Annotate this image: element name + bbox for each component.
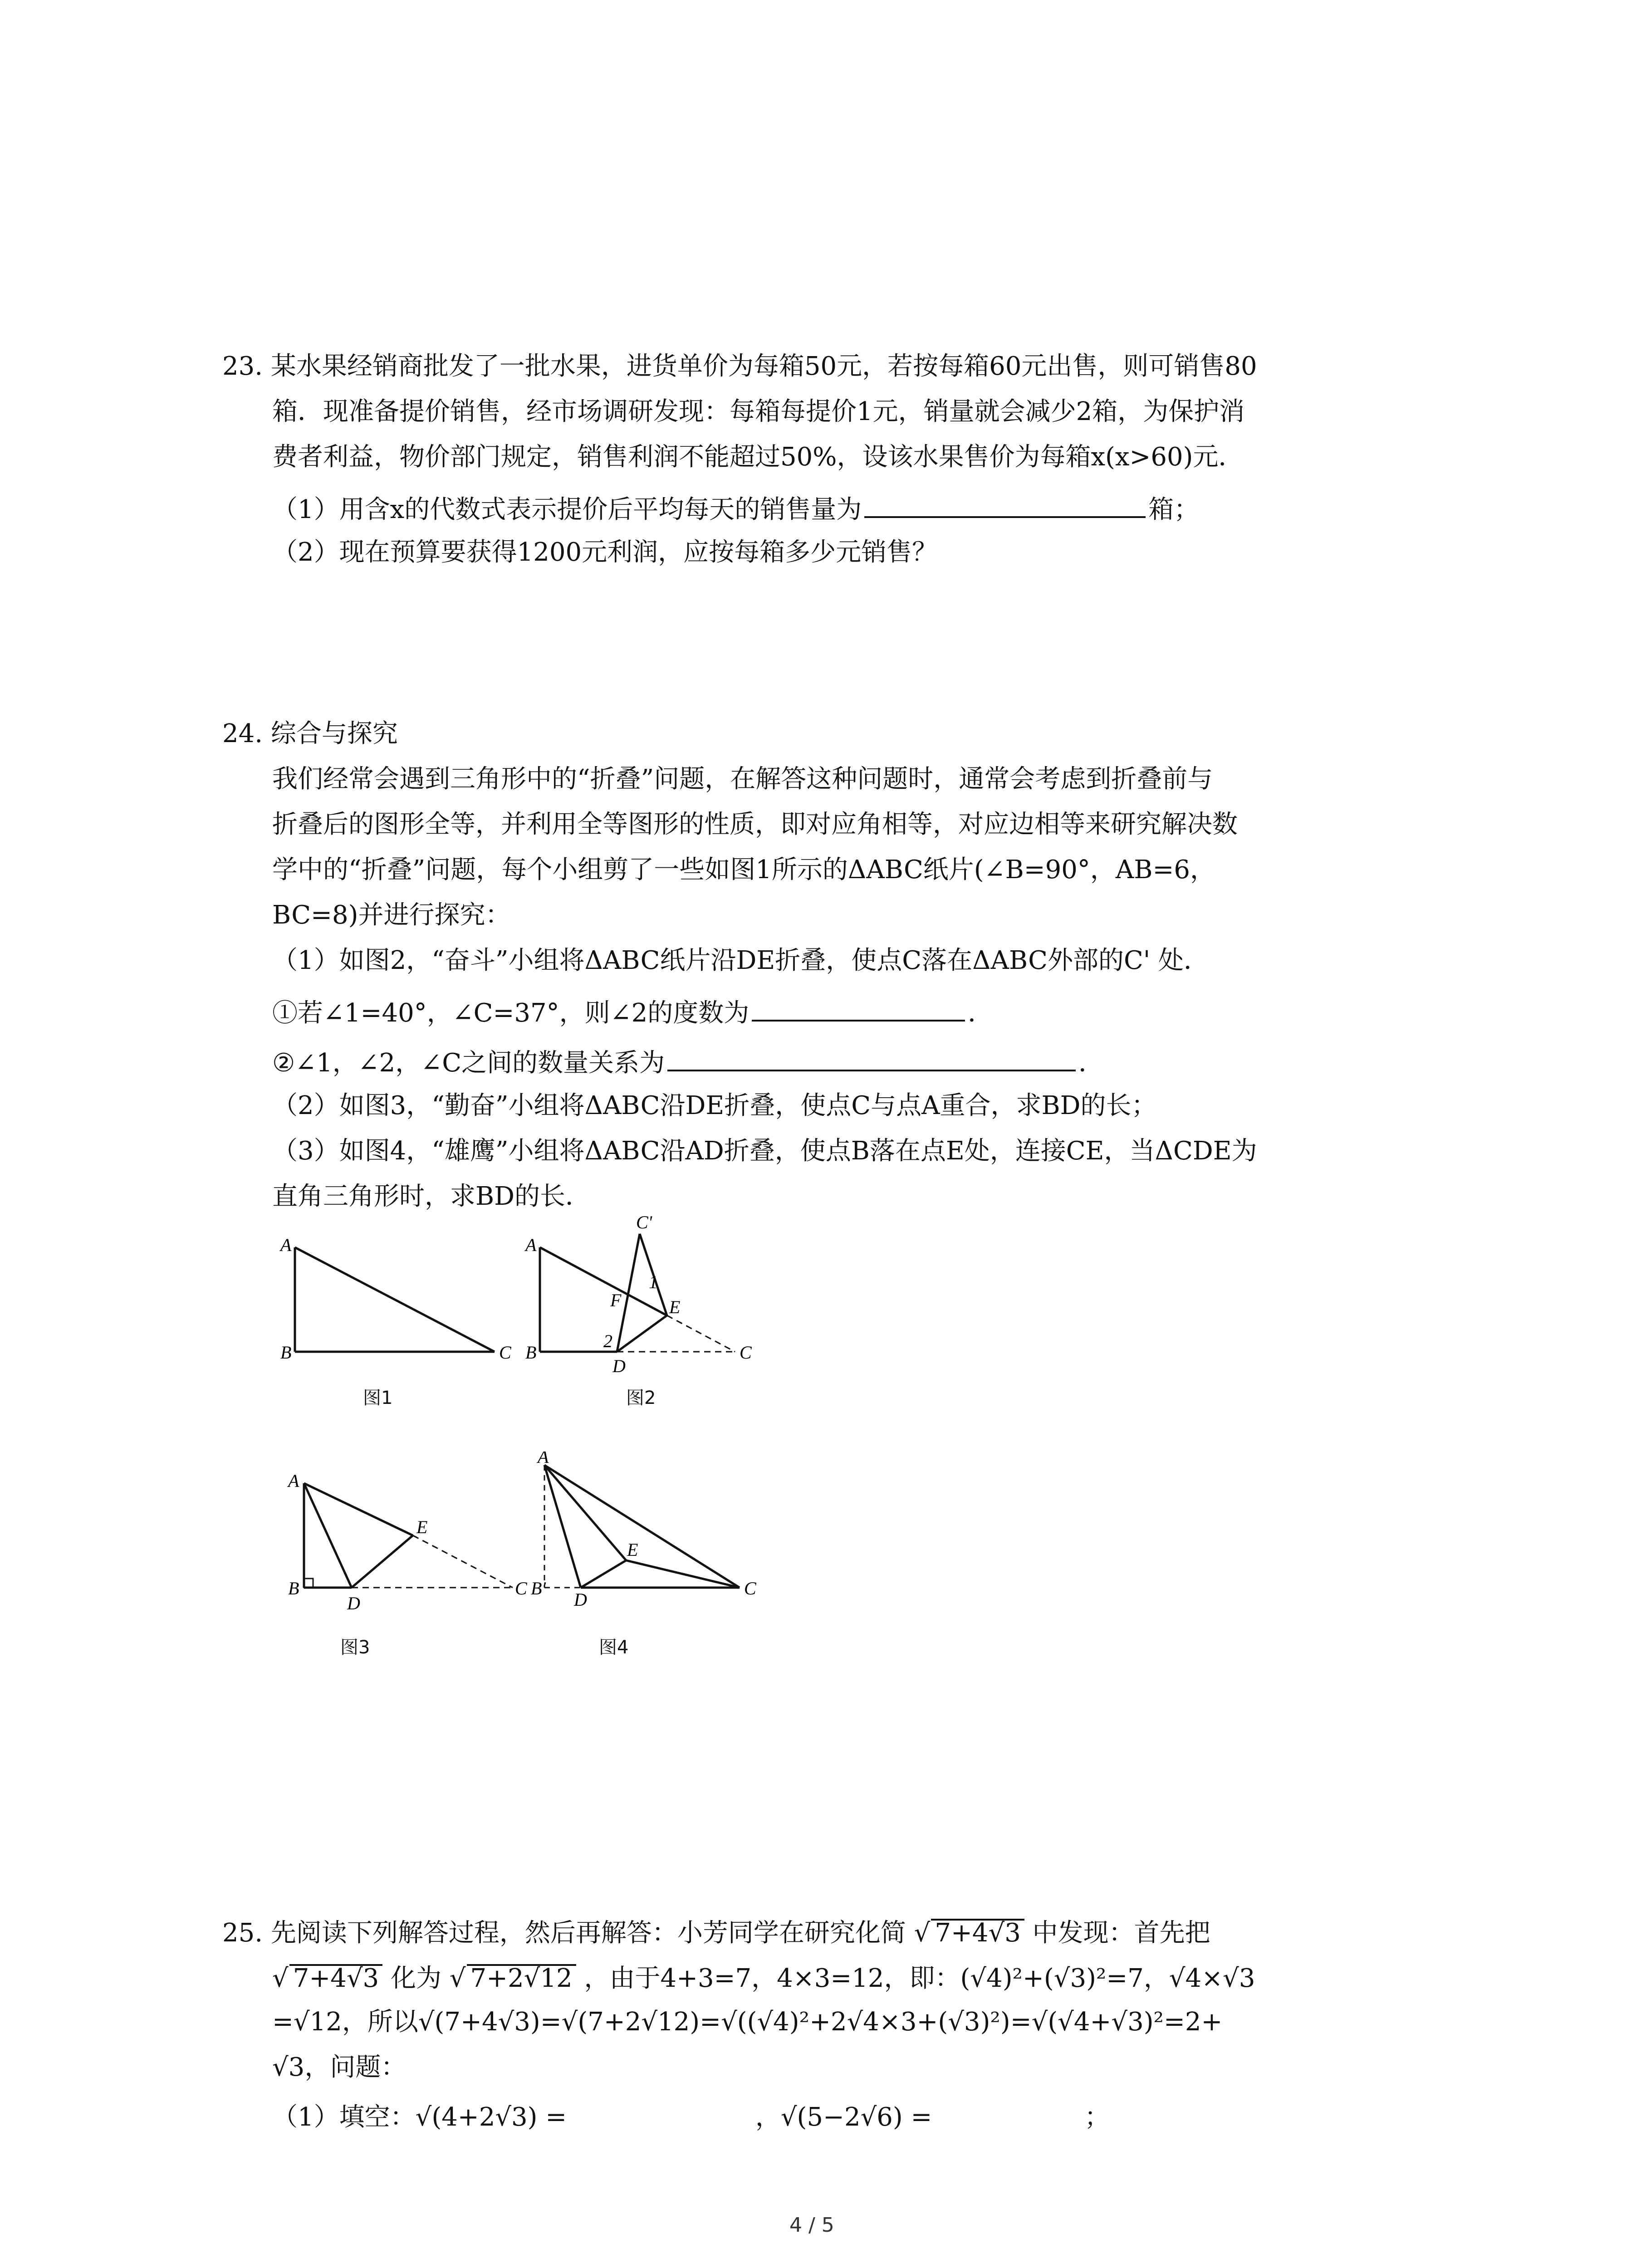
svg-text:B': B' bbox=[531, 1578, 546, 1598]
q24-part1a-text: ①若∠1=40°，∠C=37°，则∠2的度数为 bbox=[272, 998, 749, 1028]
q25-line4: √3，问题： bbox=[272, 2053, 407, 2082]
q24-part1-b bbox=[272, 1048, 1104, 1076]
svg-text:A: A bbox=[288, 1471, 299, 1491]
q24-part1b-text: ②∠1，∠2，∠C之间的数量关系为 bbox=[272, 1048, 665, 1078]
q23-part1-text: （1）用含x的代数式表示提价后平均每天的销售量为 bbox=[272, 495, 862, 524]
q24-part1-a bbox=[272, 998, 993, 1026]
q24-part2: （2）如图3，“勤奋”小组将ΔABC沿DE折叠，使点C与点A重合，求BD的长； bbox=[272, 1091, 1157, 1120]
svg-text:D: D bbox=[347, 1593, 360, 1613]
q25-line2-text: 化为 bbox=[391, 1964, 441, 1993]
svg-text:E: E bbox=[627, 1540, 638, 1560]
q25-radical-3: 7+2√12 bbox=[467, 1964, 576, 1991]
q24-line3: 折叠后的图形全等，并利用全等图形的性质，即对应角相等，对应边相等来研究解决数 bbox=[272, 810, 1238, 839]
q23-line3: 费者利益，物价部门规定，销售利润不能超过50%，设该水果售价为每箱x(x>60)元． bbox=[272, 442, 1244, 472]
figure-1-caption: 图1 bbox=[363, 1388, 393, 1408]
q25-line2-end: ，由于4+3=7，4×3=12，即：(√4)²+(√3)²=7，√4×√3 bbox=[584, 1964, 1255, 1993]
figure-1 bbox=[272, 1234, 526, 1379]
q24-part1a-end: ． bbox=[968, 998, 994, 1028]
q25-line2 bbox=[272, 1964, 1255, 1991]
svg-text:B: B bbox=[280, 1342, 292, 1363]
sqrt-icon: √ bbox=[272, 1964, 289, 1993]
svg-text:E: E bbox=[416, 1517, 428, 1537]
q25-part1-end: ； bbox=[1084, 2102, 1110, 2132]
q25-line1-text: 25. 先阅读下列解答过程，然后再解答：小芳同学在研究化简 bbox=[222, 1918, 906, 1948]
q24-relation-blank[interactable] bbox=[667, 1048, 1076, 1071]
q25-part1 bbox=[272, 2102, 1110, 2132]
q23-part1 bbox=[272, 494, 1199, 523]
q24-angle2-blank[interactable] bbox=[752, 998, 965, 1022]
svg-text:2: 2 bbox=[603, 1331, 612, 1351]
figure-4 bbox=[531, 1452, 785, 1615]
q23-part1-unit: 箱； bbox=[1148, 495, 1200, 524]
svg-text:C: C bbox=[515, 1578, 527, 1598]
svg-text:C: C bbox=[740, 1342, 752, 1363]
sqrt-icon: √ bbox=[914, 1918, 931, 1948]
q25-radical-1: 7+4√3 bbox=[931, 1919, 1024, 1946]
svg-text:A: A bbox=[280, 1235, 292, 1255]
svg-text:B: B bbox=[288, 1578, 299, 1598]
q24-part1: （1）如图2，“奋斗”小组将ΔABC纸片沿DE折叠，使点C落在ΔABC外部的C' 处． bbox=[272, 946, 1210, 975]
q23-answer-blank[interactable] bbox=[864, 494, 1146, 518]
q24-line2: 我们经常会遇到三角形中的“折叠”问题，在解答这种问题时，通常会考虑到折叠前与 bbox=[272, 764, 1213, 794]
figure-2-caption: 图2 bbox=[626, 1388, 656, 1408]
figure-2 bbox=[517, 1216, 771, 1379]
q24-title: 24. 综合与探究 bbox=[222, 719, 398, 748]
q25-line1-end: 中发现：首先把 bbox=[1032, 1918, 1210, 1948]
svg-text:1: 1 bbox=[649, 1272, 658, 1292]
figure-4-caption: 图4 bbox=[599, 1637, 629, 1658]
page-number: 4 / 5 bbox=[789, 2214, 834, 2237]
q25-line1 bbox=[222, 1919, 1210, 1946]
svg-text:A: A bbox=[538, 1452, 549, 1467]
svg-text:B: B bbox=[525, 1342, 537, 1363]
q24-line5: BC=8)并进行探究： bbox=[272, 900, 511, 930]
q25-part1-mid: ，√(5−2√6) = bbox=[755, 2102, 932, 2132]
q24-part3-cont: 直角三角形时，求BD的长． bbox=[272, 1182, 591, 1211]
svg-text:C: C bbox=[499, 1342, 511, 1363]
svg-text:F: F bbox=[610, 1290, 622, 1310]
svg-text:D: D bbox=[612, 1356, 626, 1376]
q23-part2: （2）现在预算要获得1200元利润，应按每箱多少元销售？ bbox=[272, 538, 938, 567]
q23-line2: 箱．现准备提价销售，经市场调研发现：每箱每提价1元，销量就会减少2箱，为保护消 bbox=[272, 397, 1245, 426]
q25-radical-2: 7+4√3 bbox=[289, 1964, 383, 1991]
svg-text:D: D bbox=[574, 1589, 587, 1610]
q24-part1b-end: ． bbox=[1078, 1048, 1104, 1078]
q23-line1: 23. 某水果经销商批发了一批水果，进货单价为每箱50元，若按每箱60元出售，则可销售80 bbox=[222, 352, 1257, 381]
svg-text:C: C bbox=[744, 1578, 756, 1598]
figure-3 bbox=[281, 1465, 535, 1615]
q25-part1-text: （1）填空：√(4+2√3) = bbox=[272, 2102, 567, 2132]
svg-text:E: E bbox=[669, 1297, 681, 1317]
figure-3-caption: 图3 bbox=[340, 1637, 370, 1658]
q24-line4: 学中的“折叠”问题，每个小组剪了一些如图1所示的ΔABC纸片(∠B=90°，AB=6， bbox=[272, 855, 1216, 885]
q24-part3: （3）如图4，“雄鹰”小组将ΔABC沿AD折叠，使点B落在点E处，连接CE，当ΔCDE为 bbox=[272, 1136, 1257, 1166]
q25-line3: =√12，所以√(7+4√3)=√(7+2√12)=√((√4)²+2√4×3+(√3)²)=√(√4+√3)²=2+ bbox=[272, 2007, 1223, 2037]
svg-text:A: A bbox=[525, 1235, 537, 1255]
svg-text:C': C' bbox=[636, 1216, 652, 1232]
sqrt-icon: √ bbox=[449, 1964, 466, 1993]
